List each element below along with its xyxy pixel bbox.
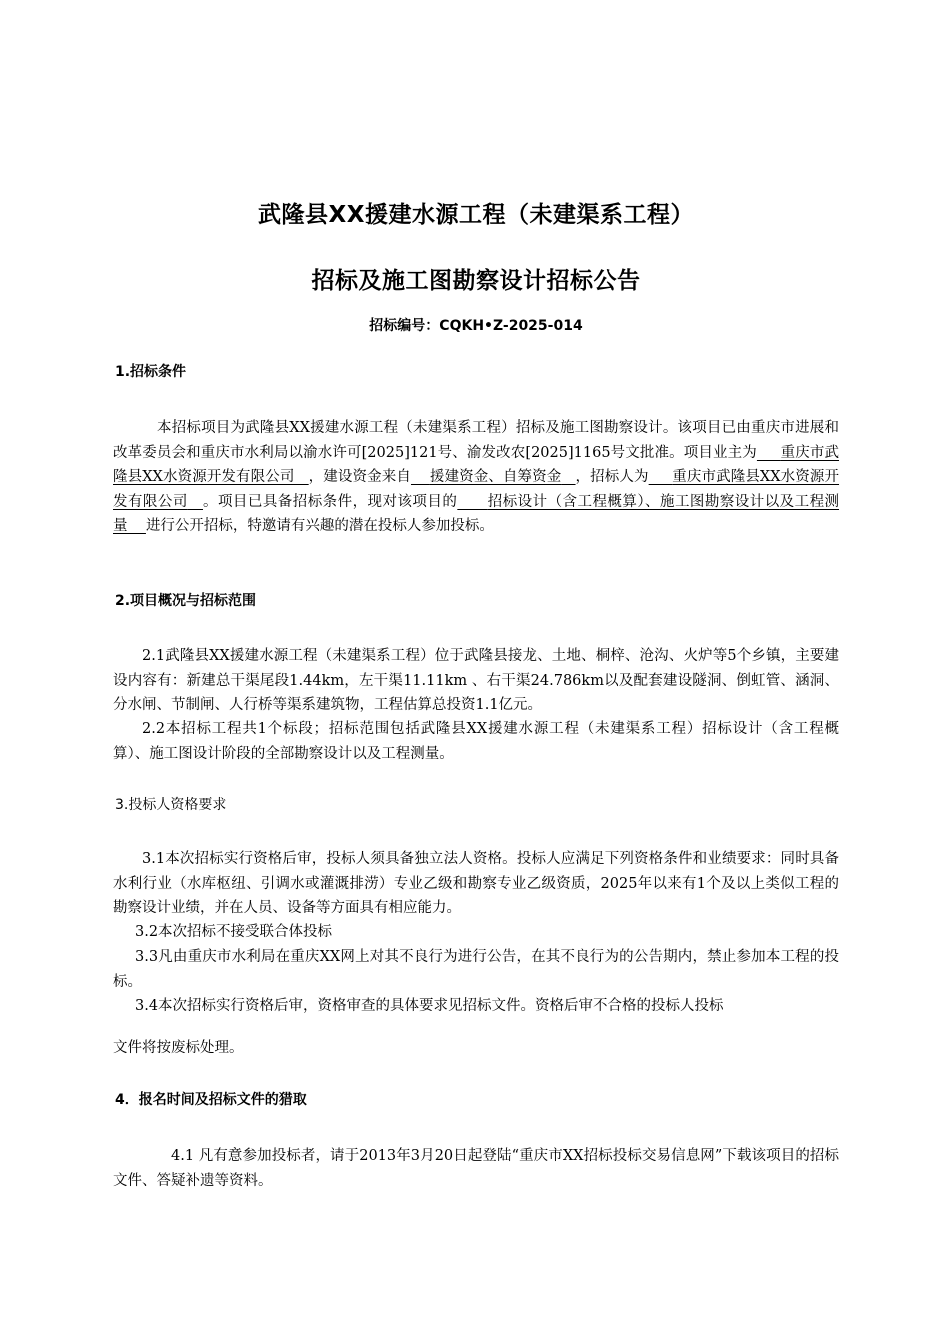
document-page xyxy=(113,0,839,1344)
section3-paragraph-2: 3.2本次招标不接受联合体投标 xyxy=(135,924,333,940)
section2-paragraph-1: 2.1武隆县XX援建水源工程（未建渠系工程）位于武隆县接龙、土地、桐梓、沧沟、火炉等5个乡镇，主要建设内容有：新建总干渠尾段1.44km，左干渠11.11km 、右干渠24.786km以及配套建设隧洞、倒虹管、涵洞、分水闸、节制闸、人行桥等渠系建筑物，工程估算总投资1.1亿元。 xyxy=(113,648,839,713)
section4-paragraph-1: 4.1 凡有意参加投标者，请于2013年3月20日起登陆“重庆市XX招标投标交易信息网”下载该项目的招标文件、答疑补遗等资料。 xyxy=(113,1148,839,1189)
document-title-line2: 招标及施工图勘察设计招标公告 xyxy=(311,268,641,294)
tender-scope: 招标设计（含工程概算）、施工图勘察设计以及工程测量 xyxy=(113,493,840,534)
section3-paragraph-4-line1: 3.4本次招标实行资格后审，资格审查的具体要求见招标文件。资格后审不合格的投标人投标 xyxy=(135,998,724,1014)
section3-paragraph-4-line2: 文件将按废标处理。 xyxy=(113,1040,244,1056)
project-owner: 重庆市武隆县XX水资源开发有限公司 xyxy=(113,444,840,485)
section3-paragraph-1: 3.1本次招标实行资格后审，投标人须具备独立法人资格。投标人应满足下列资格条件和业绩要求：同时具备水利行业（水库枢纽、引调水或灌溉排涝）专业乙级和勘察专业乙级资质，2025年以来有1个及以上类似工程的勘察设计业绩，并在人员、设备等方面具有相应能力。 xyxy=(113,851,839,916)
section1-text-b: ，建设资金来自 xyxy=(308,469,411,485)
section1-paragraph xyxy=(113,416,839,539)
section2-heading: 2.项目概况与招标范围 xyxy=(115,593,257,609)
section1-text-a: 本招标项目为武隆县XX援建水源工程（未建渠系工程）招标及施工图勘察设计。该项目已由重庆市进展和改革委员会和重庆市水利局以渝水许可[2025]121号、渝发改农[2025]1165号文批准。项目业主为 xyxy=(113,420,839,461)
tenderer-name: 重庆市武隆县XX水资源开发有限公司 xyxy=(113,469,840,510)
section4-heading: 4．报名时间及招标文件的猎取 xyxy=(115,1092,307,1108)
tender-code: 招标编号：CQKH•Z-2025-014 xyxy=(369,318,583,334)
funding-source: 援建资金、自筹资金 xyxy=(429,469,562,485)
section1-text-d: 。项目已具备招标条件，现对该项目的 xyxy=(203,493,458,510)
section3-paragraph-3: 3.3凡由重庆市水利局在重庆XX网上对其不良行为进行公告，在其不良行为的公告期内，禁止参加本工程的投标。 xyxy=(113,949,839,990)
section2-paragraph-2: 2.2本招标工程共1个标段；招标范围包括武隆县XX援建水源工程（未建渠系工程）招标设计（含工程概算）、施工图设计阶段的全部勘察设计以及工程测量。 xyxy=(113,721,839,762)
section1-text-c: ，招标人为 xyxy=(575,469,649,485)
section1-heading: 1.招标条件 xyxy=(115,364,187,380)
section3-heading: 3.投标人资格要求 xyxy=(115,797,227,813)
document-title-line1: 武隆县XX援建水源工程（未建渠系工程） xyxy=(258,202,694,228)
section1-text-e: 进行公开招标，特邀请有兴趣的潜在投标人参加投标。 xyxy=(145,518,494,534)
